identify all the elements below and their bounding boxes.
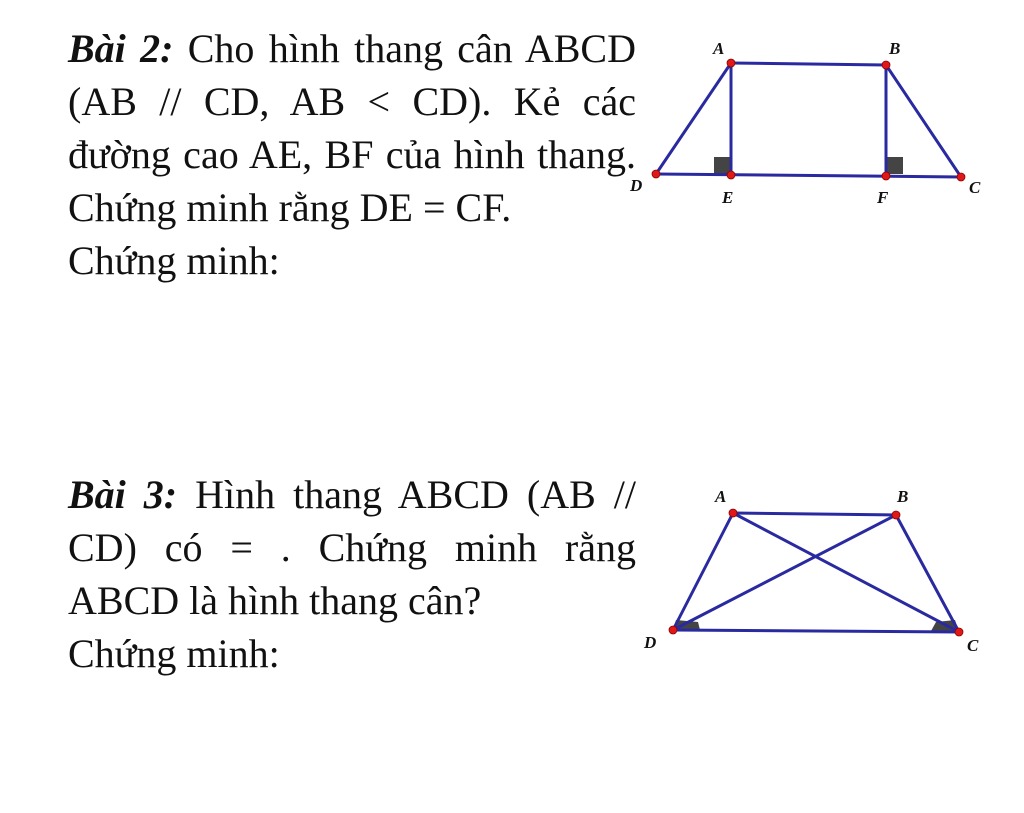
label-d-2: D [644, 633, 657, 652]
vertex-b [882, 61, 890, 69]
figure-trapezoid-diagonals [643, 487, 979, 655]
label-b: B [889, 39, 901, 58]
problem-2-proof-label: Chứng minh: [68, 238, 280, 283]
label-b-2: B [897, 487, 909, 506]
label-a: A [713, 39, 725, 58]
vertex-f [882, 172, 890, 180]
label-c-2: C [967, 636, 979, 655]
problem-3-text: Hình thang ABCD (AB // CD) có = . Chứng minh rằng ABCD là hình thang cân? [68, 472, 636, 623]
diagonal-bd [673, 515, 896, 630]
label-e: E [722, 188, 734, 207]
problem-3-label: Bài 3: [68, 472, 178, 517]
diagonal-ac [733, 513, 959, 632]
segment-ab-2 [733, 513, 896, 515]
label-c: C [969, 178, 981, 197]
vertex-c-2 [955, 628, 963, 636]
segment-ab [731, 63, 886, 65]
vertex-c [957, 173, 965, 181]
vertex-d [652, 170, 660, 178]
vertex-b-2 [892, 511, 900, 519]
right-angle-mark-f [886, 157, 903, 174]
problem-2-text: Cho hình thang cân ABCD (AB // CD, AB < CD). Kẻ các đường cao AE, BF của hình thang. Chứng minh rằng DE = CF. [68, 26, 636, 230]
label-a-2: A [715, 487, 727, 506]
vertex-a-2 [729, 509, 737, 517]
vertex-d-2 [669, 626, 677, 634]
vertex-e [727, 171, 735, 179]
segment-ad-2 [673, 513, 733, 630]
segment-dc [656, 174, 961, 177]
figure-trapezoid-altitudes [629, 39, 981, 207]
label-f: F [877, 188, 889, 207]
segment-dc-2 [673, 630, 959, 632]
problem-2-label: Bài 2: [68, 26, 174, 71]
problem-3-proof-label: Chứng minh: [68, 631, 280, 676]
label-d: D [630, 176, 643, 195]
vertex-a [727, 59, 735, 67]
